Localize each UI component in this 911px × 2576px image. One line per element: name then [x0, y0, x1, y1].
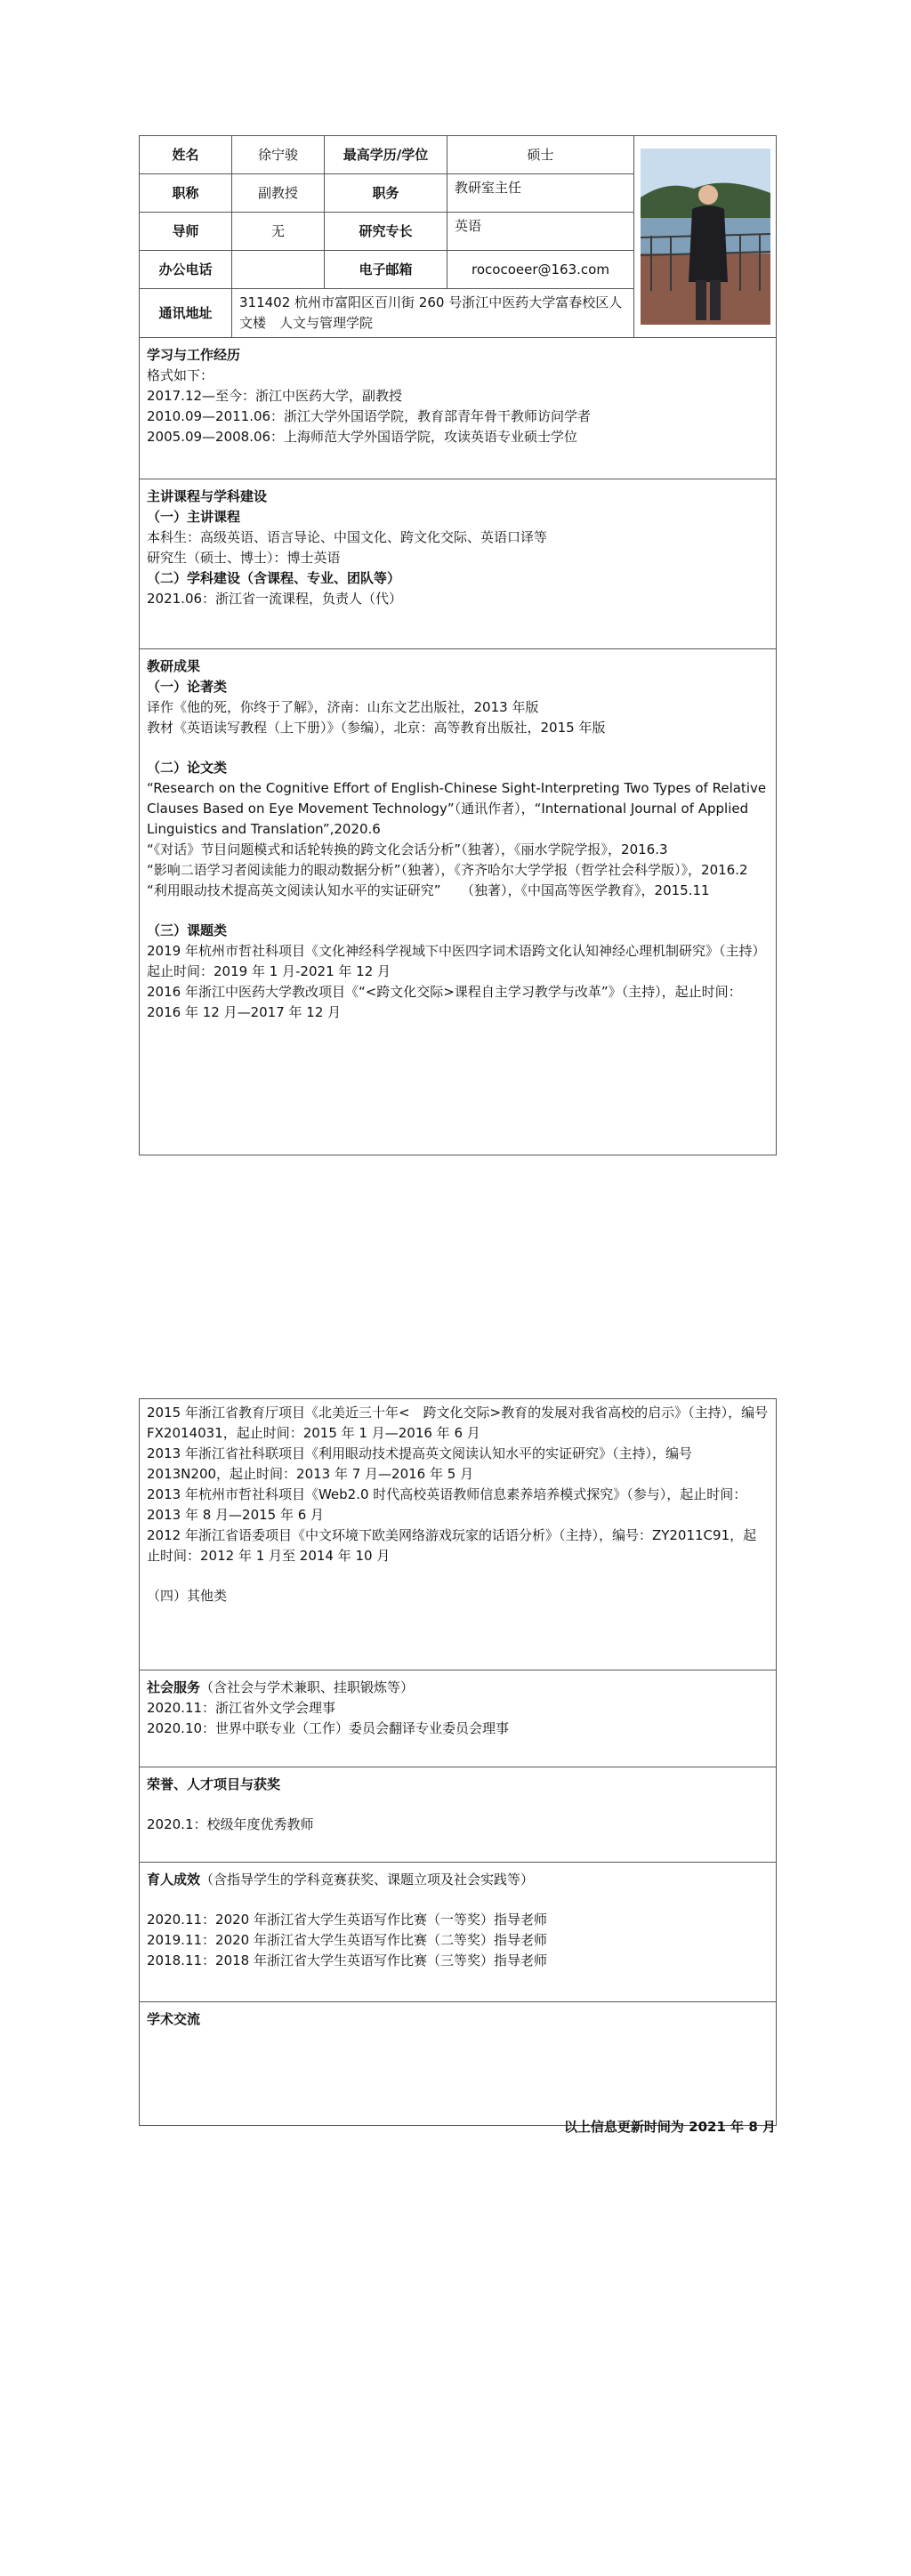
teaching-section: [140, 1863, 777, 2002]
address-value: 311402 杭州市富阳区百川街 260 号浙江中医药大学富春校区人文楼 人文与管理学院: [232, 289, 634, 338]
project-line: 2012 年浙江省语委项目《中文环境下欧美网络游戏玩家的话语分析》（主持），编号：ZY2011C91，起止时间：2012 年 1 月至 2014 年 10 月: [147, 1527, 757, 1564]
honors-section: [140, 1767, 777, 1863]
mentor-value: 无: [232, 213, 325, 251]
update-note: 以上信息更新时间为 2021 年 8 月: [563, 2119, 776, 2135]
research-sub4-title: （四）其他类: [147, 1588, 228, 1604]
teaching-line: 2020.11：2020 年浙江省大学生英语写作比赛（一等奖）指导老师: [147, 1912, 547, 1928]
paper-line: “利用眼动技术提高英文阅读认知水平的实证研究” （独著），《中国高等医学教育》，2015.11: [147, 882, 710, 898]
courses-title: 主讲课程与学科建设: [147, 488, 268, 504]
service-line: 2020.10：世界中联专业（工作）委员会翻译专业委员会理事: [147, 1720, 510, 1736]
phone-value: [232, 251, 325, 289]
title-value: 副教授: [232, 174, 325, 213]
paper-line: “《对话》节目问题模式和话轮转换的跨文化会话分析”（独著），《丽水学院学报》，2016.3: [147, 841, 668, 857]
service-title-note: （含社会与学术兼职、挂职锻炼等）: [200, 1679, 415, 1695]
mentor-label: 导师: [140, 213, 232, 251]
teaching-title-note: （含指导学生的学科竞赛获奖、课题立项及社会实践等）: [200, 1872, 535, 1888]
teaching-line: 2019.11：2020 年浙江省大学生英语写作比赛（二等奖）指导老师: [147, 1932, 547, 1948]
experience-line: 2017.12—至今：浙江中医药大学，副教授: [147, 388, 403, 404]
honor-line: 2020.1：校级年度优秀教师: [147, 1816, 314, 1832]
research-section: [140, 649, 777, 1155]
duty-label: 职务: [325, 174, 447, 213]
teaching-line: 2018.11：2018 年浙江省大学生英语写作比赛（三等奖）指导老师: [147, 1952, 547, 1968]
profile-table-page2: [139, 1398, 777, 2126]
project-line: 2016 年浙江中医药大学教改项目《“<跨文化交际>课程自主学习教学与改革”》（主持），起止时间：2016 年 12 月—2017 年 12 月: [147, 984, 742, 1020]
teaching-title: 育人成效（含指导学生的学科竞赛获奖、课题立项及社会实践等）: [147, 1872, 535, 1888]
specialty-value: 英语: [447, 213, 634, 251]
paper-line: “影响二语学习者阅读能力的眼动数据分析”（独著），《齐齐哈尔大学学报（哲学社会科学版）》，2016.2: [147, 862, 748, 878]
experience-line: 2010.09—2011.06：浙江大学外国语学院，教育部青年骨干教师访问学者: [147, 408, 592, 424]
email-value: rococoeer@163.com: [447, 251, 634, 289]
honors-title: 荣誉、人才项目与获奖: [147, 1776, 281, 1792]
email-label: 电子邮箱: [325, 251, 447, 289]
courses-section: [140, 479, 777, 649]
experience-section: [140, 338, 777, 479]
degree-label: 最高学历/学位: [325, 136, 447, 174]
degree-value: 硕士: [447, 136, 634, 174]
service-line: 2020.11：浙江省外文学会理事: [147, 1700, 336, 1716]
photo-cell: [634, 136, 777, 338]
research-sub1-title: （一）论著类: [147, 679, 228, 695]
service-section: [140, 1670, 777, 1767]
discipline-line: 2021.06：浙江省一流课程，负责人（代）: [147, 591, 403, 607]
project-line: 2013 年杭州市哲社科项目《Web2.0 时代高校英语教师信息素养培养模式探究》（参与），起止时间：2013 年 8 月—2015 年 6 月: [147, 1486, 747, 1523]
exchange-title: 学术交流: [147, 2011, 201, 2027]
research-continued-section: [140, 1399, 777, 1670]
specialty-label: 研究专长: [325, 213, 447, 251]
duty-value: 教研室主任: [447, 174, 634, 213]
address-label: 通讯地址: [140, 289, 232, 338]
courses-sub2-title: （二）学科建设（含课程、专业、团队等）: [147, 570, 401, 586]
name-label: 姓名: [140, 136, 232, 174]
profile-table-page1: [139, 135, 777, 1155]
research-sub3-title: （三）课题类: [147, 922, 228, 938]
name-value: 徐宁骏: [232, 136, 325, 174]
paper-line: “Research on the Cognitive Effort of English-Chinese Sight-Interpreting Two Types of Relative Clauses Based on Eye Movement Technology”（通讯作者），“International Journal of Applied Linguistics and Translation”,2020.6: [147, 780, 767, 837]
service-title: 社会服务（含社会与学术兼职、挂职锻炼等）: [147, 1679, 415, 1695]
profile-photo: [641, 149, 770, 325]
phone-label: 办公电话: [140, 251, 232, 289]
course-line: 研究生（硕士、博士）：博士英语: [147, 550, 341, 566]
research-title: 教研成果: [147, 658, 201, 674]
exchange-section: [140, 2002, 777, 2126]
experience-line: 格式如下：: [147, 367, 214, 383]
monograph-line: 译作《他的死，你终于了解》，济南：山东文艺出版社，2013 年版: [147, 699, 539, 715]
title-label: 职称: [140, 174, 232, 213]
project-line: 2019 年杭州市哲社科项目《文化神经科学视域下中医四字词术语跨文化认知神经心理机制研究》（主持）起止时间：2019 年 1 月-2021 年 12 月: [147, 943, 766, 979]
project-line: 2015 年浙江省教育厅项目《北美近三十年< 跨文化交际>教育的发展对我省高校的启示》（主持），编号 FX2014031，起止时间：2015 年 1 月—2016 年 6 月: [147, 1405, 769, 1441]
courses-sub1-title: （一）主讲课程: [147, 509, 241, 525]
monograph-line: 教材《英语读写教程（上下册）》（参编），北京：高等教育出版社，2015 年版: [147, 720, 606, 736]
project-line: 2013 年浙江省社科联项目《利用眼动技术提高英文阅读认知水平的实证研究》（主持），编号 2013N200，起止时间：2013 年 7 月—2016 年 5 月: [147, 1445, 692, 1482]
research-sub2-title: （二）论文类: [147, 760, 228, 776]
experience-line: 2005.09—2008.06：上海师范大学外国语学院，攻读英语专业硕士学位: [147, 429, 578, 445]
experience-title: 学习与工作经历: [147, 347, 241, 363]
course-line: 本科生：高级英语、语言导论、中国文化、跨文化交际、英语口译等: [147, 529, 548, 545]
